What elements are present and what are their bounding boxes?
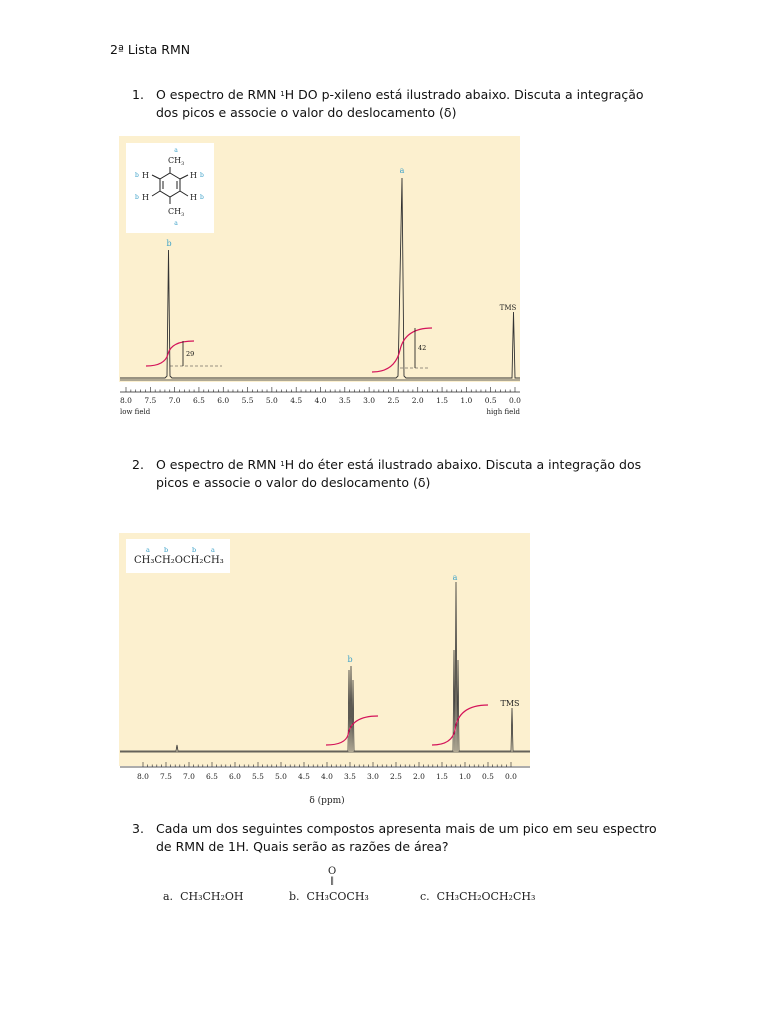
formula-label-a: a	[211, 546, 215, 554]
axis-tick-label: 2.0	[411, 396, 424, 405]
spectrum-1	[0, 0, 768, 430]
axis-tick-label: 8.0	[137, 772, 149, 781]
mol-label-b: b	[200, 172, 204, 179]
mol-label-a-top: a	[174, 147, 178, 154]
axis-tick-label: 7.0	[168, 396, 181, 405]
axis-tick-label: 8.0	[120, 396, 132, 405]
axis-tick-label: 1.5	[436, 772, 448, 781]
axis-tick-label: 6.0	[229, 772, 241, 781]
axis-label: δ (ppm)	[309, 796, 345, 806]
mol-ch3-top: $CH_3$	[168, 156, 185, 167]
integral-b-value: 29	[186, 350, 195, 358]
carbonyl-group: O ‖	[328, 866, 337, 885]
axis-tick-label: 7.5	[144, 396, 157, 405]
integral-a-curve	[432, 705, 488, 745]
axis-ticks	[120, 387, 521, 405]
low-field-label: low field	[120, 408, 151, 416]
axis-tick-label: 4.5	[290, 396, 303, 405]
axis-tick-label: 3.5	[344, 772, 356, 781]
formula-label-b: b	[164, 546, 169, 554]
axis-tick-label: 7.5	[160, 772, 172, 781]
spectrum-trace	[120, 582, 530, 751]
axis-tick-label: 4.0	[321, 772, 333, 781]
question-number: 3.	[132, 821, 144, 836]
question-number: 1.	[132, 87, 144, 102]
high-field-label: high field	[486, 408, 520, 416]
formula-label-b: b	[192, 546, 197, 554]
axis-tick-label: 3.0	[367, 772, 379, 781]
tms-label: TMS	[499, 304, 517, 312]
axis-tick-label: 1.5	[436, 396, 449, 405]
axis-tick-label: 0.0	[509, 396, 521, 405]
mol-ch3-bottom: $CH_3$	[168, 207, 185, 218]
axis-tick-label: 0.5	[482, 772, 494, 781]
mol-label-b: b	[135, 194, 139, 201]
axis-tick-label: 3.0	[363, 396, 376, 405]
compound-a: a. CH₃CH₂OH	[163, 890, 244, 903]
axis-tick-label: 3.5	[338, 396, 351, 405]
axis-tick-label: 1.0	[460, 396, 473, 405]
peak-a-label: a	[452, 573, 458, 582]
axis-tick-label: 6.5	[192, 396, 205, 405]
integral-a-value: 42	[418, 344, 427, 352]
peak-b-label: b	[166, 239, 172, 248]
compound-c: c. CH₃CH₂OCH₂CH₃	[420, 890, 536, 903]
axis-tick-label: 6.5	[206, 772, 218, 781]
mol-label-b: b	[200, 194, 204, 201]
question-3	[132, 820, 672, 860]
axis-tick-label: 1.0	[459, 772, 471, 781]
question-text: O espectro de RMN $^1$H DO p-xileno está ilustrado abaixo. Discuta a integração dos picos e associe o valor do deslocamento (δ)	[156, 87, 644, 120]
axis-tick-label: 4.0	[314, 396, 327, 405]
compound-b: b. CH₃COCH₃	[289, 890, 369, 903]
axis-tick-label: 2.5	[387, 396, 400, 405]
axis-tick-label: 0.0	[505, 772, 517, 781]
axis-tick-label: 5.5	[241, 396, 254, 405]
axis-tick-label: 0.5	[484, 396, 497, 405]
peak-a-label: a	[399, 166, 405, 175]
mol-h: H	[190, 171, 197, 180]
axis-tick-label: 5.0	[265, 396, 278, 405]
spectrum-2	[0, 520, 768, 820]
axis-tick-label: 5.0	[275, 772, 287, 781]
axis-tick-label: 6.0	[217, 396, 230, 405]
axis-tick-label: 2.5	[390, 772, 402, 781]
mol-h: H	[142, 171, 149, 180]
mol-label-b: b	[135, 172, 139, 179]
peak-b-label: b	[347, 655, 353, 664]
axis-tick-label: 5.5	[252, 772, 264, 781]
axis-tick-label: 4.5	[298, 772, 310, 781]
question-2	[132, 456, 672, 496]
tms-label: TMS	[500, 699, 520, 708]
axis-tick-label: 2.0	[413, 772, 425, 781]
mol-h: H	[190, 193, 197, 202]
question-text: Cada um dos seguintes compostos apresenta mais de um pico em seu espectro de RMN de 1H. Quais serão as razões de área?	[156, 821, 657, 854]
mol-label-a-bottom: a	[174, 220, 178, 227]
page-title: 2ª Lista RMN	[110, 42, 191, 57]
axis-ticks	[137, 762, 517, 781]
question-number: 2.	[132, 457, 144, 472]
mol-h: H	[142, 193, 149, 202]
formula-label-a: a	[146, 546, 150, 554]
question-text: O espectro de RMN $^1$H do éter está ilustrado abaixo. Discuta a integração dos picos e associe o valor do deslocamento (δ)	[156, 457, 642, 490]
axis-tick-label: 7.0	[183, 772, 195, 781]
ether-formula: CH₃CH₂OCH₂CH₃	[134, 555, 224, 566]
